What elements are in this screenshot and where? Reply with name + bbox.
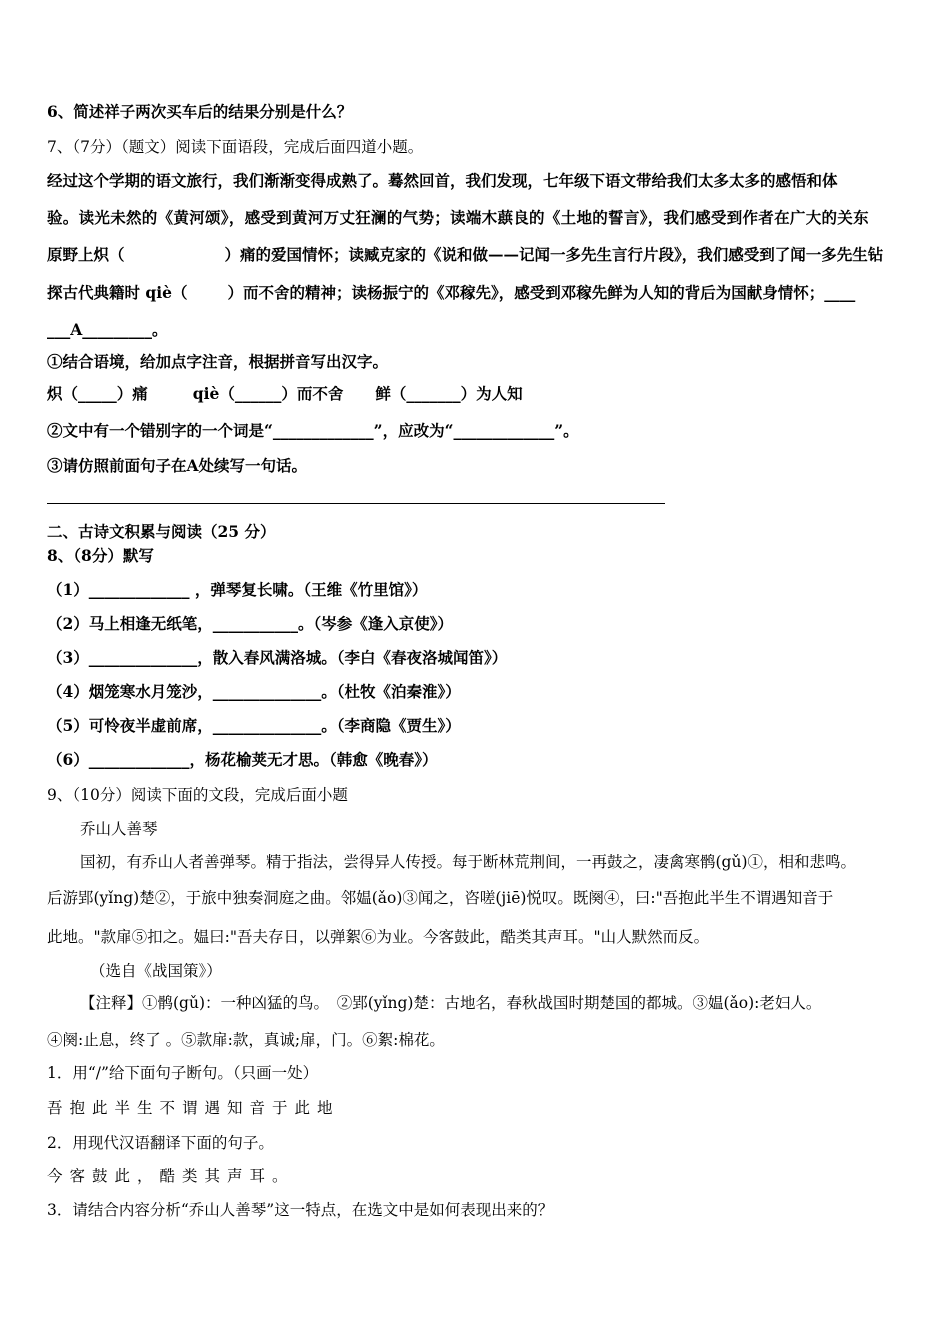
q7-item-chi: 炽（_____）痛 <box>47 384 148 403</box>
q9-text-line-3: 此地。"款扉⑤扣之。媪曰:"吾夫存日，以弹絮⑥为业。今客鼓此，酷类其声耳。"山人默然而反。 <box>47 928 710 946</box>
q9-notes-line-2: ④阕:止息，终了 。⑤款扉:款，真诚;扉，门。⑥絮:棉花。 <box>47 1031 445 1049</box>
q7-passage-text: ）而不舍的精神；读杨振宁的《邓稼先》，感受到邓稼先鲜为人知的背后为国献身情怀；____ <box>227 283 856 302</box>
q7-passage-line-2: 验。读光未然的《黄河颂》，感受到黄河万丈狂澜的气势；读端木蕻良的《土地的誓言》，我们感受到作者在广大的关东 <box>47 208 869 227</box>
q8-item: （5）可怜夜半虚前席，______________。（李商隐《贾生》） <box>47 716 461 735</box>
q9-sub2-text: 今客鼓此，酷类其声耳。 <box>47 1167 295 1185</box>
q7-item-xian: 鲜（_______）为人知 <box>375 384 523 403</box>
q7-passage-text: 探古代典籍时 qiè（ <box>47 283 188 302</box>
q7-sub-question-3: ③请仿照前面句子在A处续写一句话。 <box>47 456 308 475</box>
q7-passage-text: ）痛的爱国情怀；读臧克家的《说和做——记闻一多先生言行片段》，我们感受到了闻一多先生钻 <box>224 245 884 264</box>
q8-item: （4）烟笼寒水月笼沙，______________。（杜牧《泊秦淮》） <box>47 682 461 701</box>
question-6: 6、简述祥子两次买车后的结果分别是什么？ <box>47 102 353 121</box>
q8-item: （3）______________，散入春风满洛城。（李白《春夜洛城闻笛》） <box>47 648 508 667</box>
question-9-title: 9、（10分）阅读下面的文段，完成后面小题 <box>47 786 348 804</box>
q8-item: （1）_____________ ，弹琴复长啸。（王维《竹里馆》） <box>47 580 428 599</box>
question-7-title: 7、（7分）（题文）阅读下面语段，完成后面四道小题。 <box>47 138 424 156</box>
q7-item-qie: qiè（______）而不舍 <box>192 384 344 403</box>
q8-item: （2）马上相逢无纸笔，___________。（岑参《逢入京使》） <box>47 614 454 633</box>
q7-passage-line-3 <box>47 245 883 265</box>
q9-text-line-2: 后游郢(yǐng)楚②，于旅中独奏洞庭之曲。邻媪(ǎo)③闻之，咨嗟(jiē)悦叹。既阕④，曰:"吾抱此半生不谓遇知音于 <box>47 889 834 907</box>
q7-passage-line-1 <box>47 171 905 191</box>
q9-notes-line-1: 【注释】①鹘(gǔ)：一种凶猛的鸟。 ②郢(yǐng)楚：古地名，春秋战国时期楚国的都城。③媪(ǎo):老妇人。 <box>80 994 822 1012</box>
q7-passage-line-5: ___A_________。 <box>47 320 168 339</box>
section-2-heading: 二、古诗文积累与阅读（25 分） <box>47 522 276 541</box>
question-8-title: 8、（8分）默写 <box>47 546 154 565</box>
q7-sub-question-1: ①结合语境，给加点字注音，根据拼音写出汉字。 <box>47 352 389 371</box>
q9-text-line-1: 国初，有乔山人者善弹琴。精于指法，尝得异人传授。每于断林荒荆间，一再鼓之，凄禽寒鹘(gǔ)①，相和悲鸣。 <box>80 853 857 871</box>
q9-source: （选自《战国策》） <box>90 962 222 980</box>
q7-passage-text: 原野上炽（ <box>47 245 125 264</box>
q7-passage-text: 经过这个学期的语文旅行，我们渐渐变得成熟了。蓦然回首，我们发现，七年级下语文带给我们太多太多的感悟和体 <box>47 171 838 190</box>
q9-sub-question-3: 3．请结合内容分析“乔山人善琴”这一特点，在选文中是如何表现出来的？ <box>47 1201 554 1219</box>
q7-sub1-items <box>47 384 523 404</box>
answer-line <box>47 503 665 504</box>
q9-sub-question-1: 1．用“/”给下面句子断句。（只画一处） <box>47 1064 319 1082</box>
q7-passage-line-4 <box>47 283 855 303</box>
q7-sub-question-2: ②文中有一个错别字的一个词是“_____________”，应改为“_____________”。 <box>47 421 579 440</box>
q9-sub1-text: 吾抱此半生不谓遇知音于此地 <box>47 1099 340 1117</box>
q9-text-title: 乔山人善琴 <box>80 820 158 838</box>
q8-item: （6）_____________，杨花榆荚无才思。（韩愈《晚春》） <box>47 750 438 769</box>
q9-sub-question-2: 2．用现代汉语翻译下面的句子。 <box>47 1134 274 1152</box>
